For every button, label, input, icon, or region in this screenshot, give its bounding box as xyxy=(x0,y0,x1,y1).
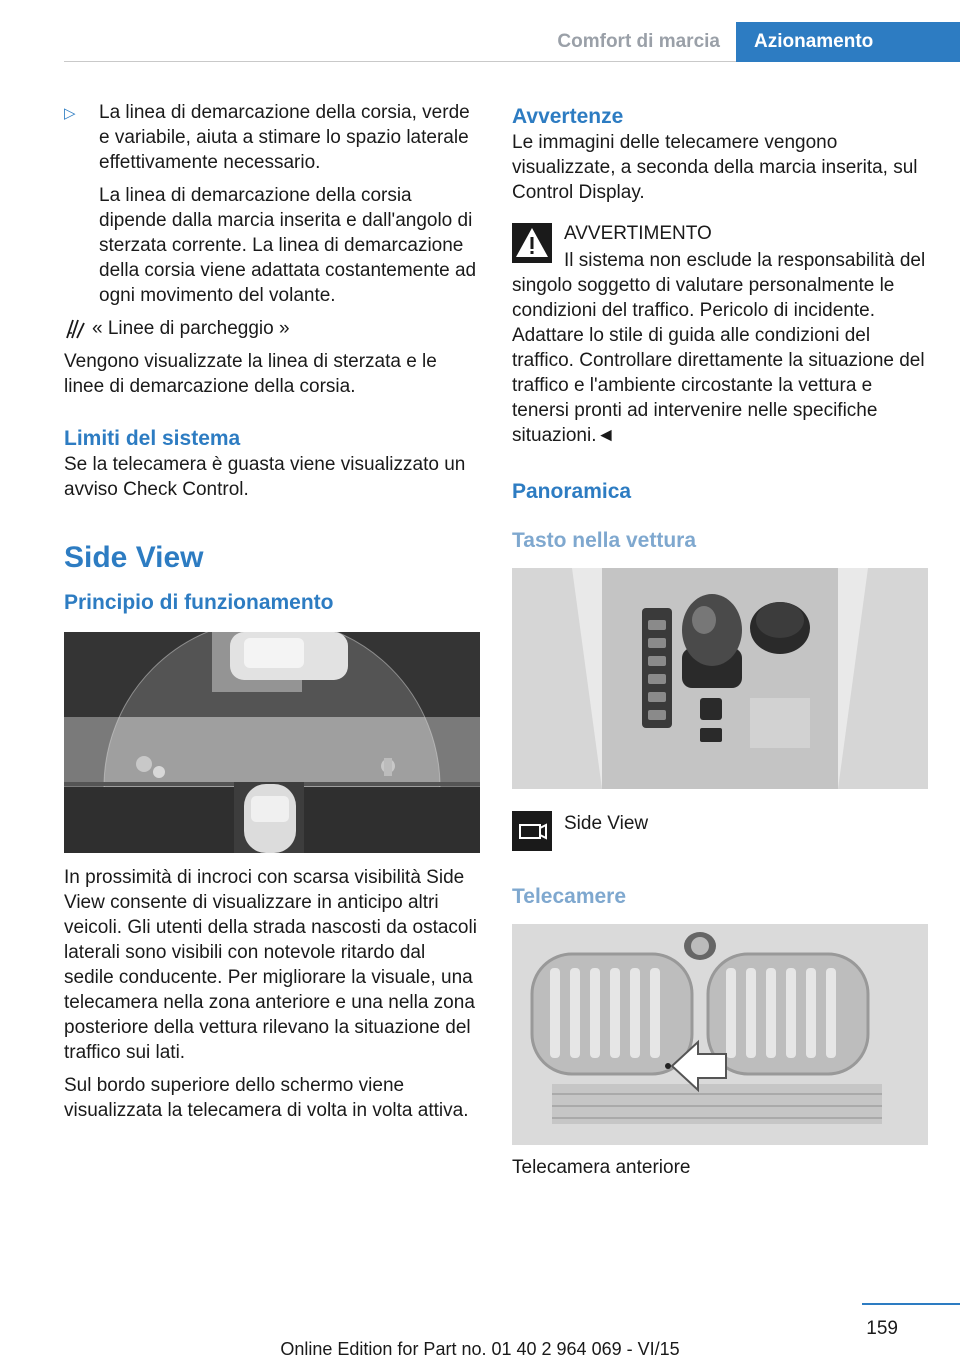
bullet-continuation: La linea di demarcazione della corsia dipende dalla marcia inserita e dall'angolo di sterzata corrente. La linea di demarcazione della corsia viene adattata costantemente ad ogni movimento del volante. xyxy=(99,185,477,306)
side-view-diagram xyxy=(64,632,480,853)
bullet-item xyxy=(64,100,480,175)
footer-divider xyxy=(862,1303,960,1305)
warning-block xyxy=(512,221,928,448)
bullet-text: La linea di demarcazione della corsia, verde e variabile, aiuta a stimare lo spazio laterale effettivamente necessario. xyxy=(99,102,470,173)
header-active-tab: Azionamento xyxy=(736,22,960,62)
warning-title: AVVERTIMENTO xyxy=(564,223,712,244)
parking-lines-icon xyxy=(64,319,86,339)
parking-lines-row xyxy=(64,316,480,341)
parking-lines-text: Vengono visualizzate la linea di sterzata e le linee di demarcazione della corsia. xyxy=(64,351,437,397)
front-camera-caption: Telecamera anteriore xyxy=(512,1157,691,1178)
edition-line: Online Edition for Part no. 01 40 2 964 069 - VI/15 xyxy=(280,1339,680,1359)
principle-text-1: In prossimità di incroci con scarsa visibilità Side View consente di visualizzare in anticipo altri veicoli. Gli utenti della strada nascosti da ostacoli laterali sono visibili con notevole ritardo dal sedile conducente. Per migliorare la visuale, una telecamera nella zona anteriore e una nella zona posteriore della vettura rilevano la situazione del traffico sui lati. xyxy=(64,867,477,1063)
limits-heading: Limiti del sistema xyxy=(64,427,241,450)
button-heading: Tasto nella vettura xyxy=(512,529,696,552)
side-view-button-label: Side View xyxy=(564,813,649,834)
side-view-heading: Side View xyxy=(64,541,204,574)
header-section-tab: Comfort di marcia xyxy=(557,31,720,52)
right-column xyxy=(512,100,928,1180)
principle-heading: Principio di funzionamento xyxy=(64,591,334,614)
warning-triangle-icon xyxy=(512,223,552,263)
limits-text: Se la telecamera è guasta viene visualizzato un avviso Check Control. xyxy=(64,454,466,500)
left-column xyxy=(64,100,480,1123)
page-number: 159 xyxy=(866,1318,898,1339)
side-view-button-row xyxy=(512,809,928,859)
front-camera-photo xyxy=(512,924,928,1145)
cameras-heading: Telecamere xyxy=(512,885,627,908)
warning-text: Il sistema non esclude la responsabilità del singolo soggetto di valutare personalmente le condizioni del traffico. Pericolo di incidente. Adattare lo stile di guida alle condizioni del traffico. Controllare direttamente la situazione del traffico e l'ambiente circostante la vettura e tenersi pronti ad intervenire nelle specifiche situazioni.◄ xyxy=(512,250,926,446)
notes-text: Le immagini delle telecamere vengono visualizzate, a seconda della marcia inserita, sul Control Display. xyxy=(512,132,918,203)
side-view-camera-icon xyxy=(512,811,552,851)
notes-heading: Avvertenze xyxy=(512,105,624,128)
parking-lines-label: « Linee di parcheggio » xyxy=(92,318,290,339)
triangle-right-icon: ▷ xyxy=(64,105,76,122)
center-console-photo xyxy=(512,568,928,789)
principle-text-2: Sul bordo superiore dello schermo viene visualizzata la telecamera di volta in volta attiva. xyxy=(64,1075,469,1121)
overview-heading: Panoramica xyxy=(512,480,632,503)
